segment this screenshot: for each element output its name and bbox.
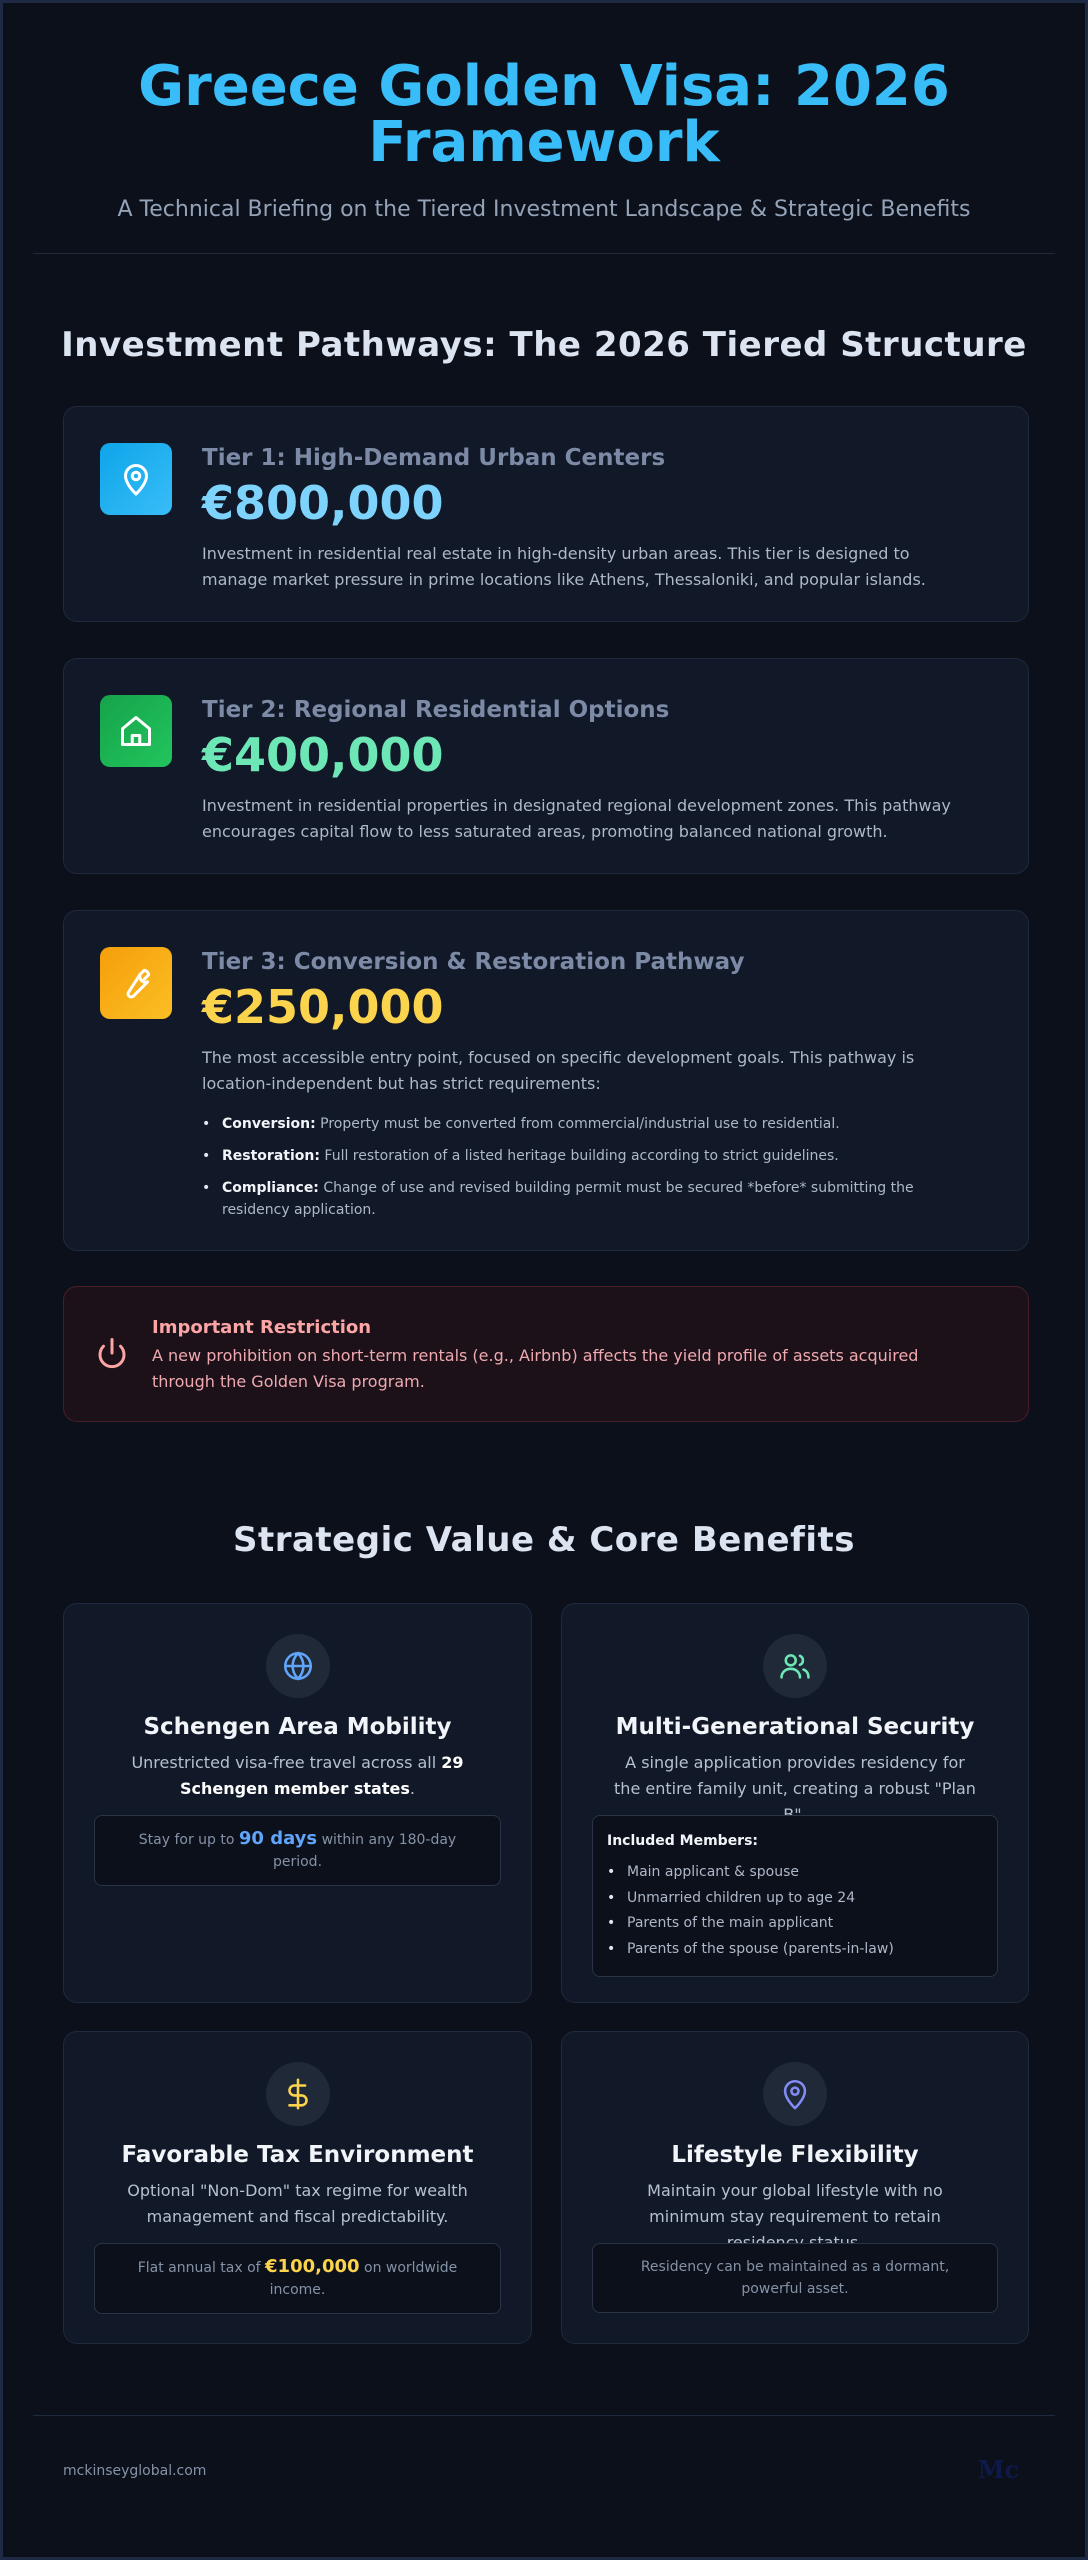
tier-label: Tier 3: Conversion & Restoration Pathway [202,949,745,975]
page-header [3,3,1085,222]
list-item: • Main applicant & spouse [607,1860,983,1886]
benefit-title: Multi-Generational Security [615,1714,975,1740]
list-item: • Parents of the spouse (parents-in-law) [607,1937,983,1963]
tier-description: Investment in residential properties in designated regional development zones. This pathway encourages capital flow to less saturated areas, promoting balanced national growth. [202,796,951,841]
restriction-text: A new prohibition on short-term rentals (e.g., Airbnb) affects the yield profile of assets acquired through the Golden Visa program. [152,1346,919,1391]
benefit-note: Flat annual tax of €100,000 on worldwide income. [94,2243,501,2314]
list-item: • Unmarried children up to age 24 [607,1886,983,1912]
benefit-card-lifestyle [561,2031,1029,2344]
footer-divider [33,2415,1055,2416]
tier-label: Tier 1: High-Demand Urban Centers [202,445,666,471]
restriction-title: Important Restriction [152,1317,372,1338]
tier-price: €400,000 [202,728,444,782]
benefit-description: Optional "Non-Dom" tax regime for wealth management and fiscal predictability. [127,2181,468,2226]
benefit-note: Stay for up to 90 days within any 180-day period. [94,1815,501,1886]
benefit-card-mobility [63,1603,532,2003]
users-icon [763,1634,827,1698]
restriction-alert [63,1286,1029,1422]
globe-icon [266,1634,330,1698]
location-icon [763,2062,827,2126]
power-icon [94,1335,134,1375]
benefit-description: Maintain your global lifestyle with no minimum stay requirement to retain [647,2181,943,2226]
benefit-card-security [561,1603,1029,2003]
benefit-card-tax [63,2031,532,2344]
footer-logo: Mc [977,2455,1019,2484]
benefit-description: A single application provides residency for the entire family unit, creating a robust "Plan [614,1753,976,1798]
benefit-title: Schengen Area Mobility [143,1714,452,1740]
tier-price: €800,000 [202,476,444,530]
list-item: • Parents of the main applicant [607,1911,983,1937]
requirement-item: • Conversion: Property must be converted from commercial/industrial use to residential. [202,1113,968,1135]
tier-card-3 [63,910,1029,1251]
tier-price: €250,000 [202,980,444,1034]
benefit-title: Favorable Tax Environment [121,2142,474,2168]
benefit-description: Unrestricted visa-free travel across all 29 Schengen member states. [131,1753,464,1798]
members-box [592,1815,998,1977]
pathways-heading: Investment Pathways: The 2026 Tiered Structure [61,325,1027,365]
members-list [607,1860,983,1962]
dollar-icon [266,2062,330,2126]
page-subtitle: A Technical Briefing on the Tiered Investment Landscape & Strategic Benefits [117,197,971,222]
map-pin-icon [100,443,172,515]
tier-card-2 [63,658,1029,874]
benefits-heading: Strategic Value & Core Benefits [232,1520,856,1560]
tier-description: The most accessible entry point, focused on specific development goals. This pathway is location-independent but has strict requirements: [202,1048,915,1093]
requirement-item: • Restoration: Full restoration of a listed heritage building according to strict guidelines. [202,1145,968,1167]
footer-site-link[interactable]: mckinseyglobal.com [63,2463,207,2479]
tier-description: Investment in residential real estate in high-density urban areas. This tier is designed to manage market pressure in prime locations like Athens, Thessaloniki, and popular islands. [202,544,926,589]
members-title: Included Members: [607,1833,759,1849]
tier-card-1 [63,406,1029,622]
benefit-title: Lifestyle Flexibility [671,2142,919,2168]
home-icon [100,695,172,767]
wrench-icon [100,947,172,1019]
tier-label: Tier 2: Regional Residential Options [202,697,670,723]
benefit-note: Residency can be maintained as a dormant, powerful asset. [592,2243,998,2313]
requirement-item: • Compliance: Change of use and revised building permit must be secured *before* submitting the residency application. [202,1177,968,1221]
header-divider [33,253,1055,254]
page-title: Greece Golden Visa: 2026 Framework [138,54,950,175]
requirements-list [202,1113,968,1221]
